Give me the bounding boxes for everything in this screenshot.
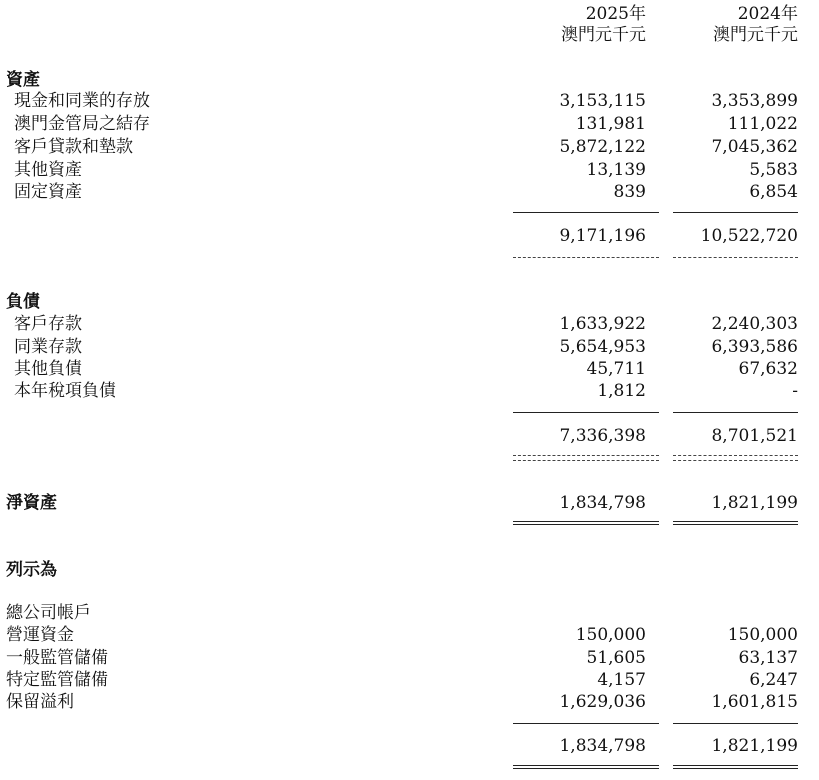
equity-row-value-2025: 1,629,036 [559,692,646,712]
equity-row-label: 一般監管儲備 [6,648,108,668]
liability-row-value-2025: 5,654,953 [559,337,646,357]
double-underline [513,521,659,525]
equity-row-value-2025: 150,000 [575,625,646,645]
equity-row-value-2024: 63,137 [738,648,798,668]
liability-row-label: 同業存款 [14,337,82,357]
liability-row-label: 其他負債 [14,359,82,379]
net-assets-title: 淨資產 [6,493,57,513]
assets-section-title: 資產 [6,70,40,90]
column-header-2024 [713,4,798,46]
asset-row-label: 現金和同業的存放 [14,91,150,111]
equity-total-2024: 1,821,199 [711,736,798,756]
total-dashed-rule [513,257,659,258]
unit-2024-label: 澳門元千元 [713,25,798,45]
asset-row-value-2025: 3,153,115 [559,91,646,111]
subtotal-rule [513,723,659,724]
liabilities-total-2024: 8,701,521 [711,426,798,446]
assets-total-2024: 10,522,720 [700,226,798,246]
asset-row-value-2025: 13,139 [586,160,646,180]
asset-row-value-2025: 5,872,122 [559,137,646,157]
asset-row-label: 澳門金管局之結存 [14,114,150,134]
asset-row-value-2025: 131,981 [575,114,646,134]
equity-row-label: 營運資金 [6,625,74,645]
net-assets-value-2025: 1,834,798 [559,493,646,513]
equity-row-value-2024: 150,000 [727,625,798,645]
subtotal-rule [673,723,798,724]
liability-row-value-2024: 6,393,586 [711,337,798,357]
equity-row-value-2025: 51,605 [586,648,646,668]
total-dashed-rule [673,257,798,258]
column-header-2025 [561,4,646,46]
total-dashed-rule [673,455,798,456]
liability-row-value-2024: 67,632 [738,359,798,379]
liability-row-value-2025: 1,633,922 [559,314,646,334]
asset-row-label: 固定資產 [14,182,82,202]
total-dashed-rule [513,455,659,456]
liabilities-total-2025: 7,336,398 [559,426,646,446]
asset-row-value-2025: 839 [613,182,646,202]
equity-row-label: 保留溢利 [6,692,74,712]
liabilities-section-title: 負債 [6,292,40,312]
subtotal-rule [513,412,659,413]
liability-row-value-2025: 45,711 [586,359,646,379]
equity-row-value-2024: 6,247 [749,670,798,690]
double-underline [513,765,659,769]
subtotal-rule [673,212,798,213]
equity-row-label: 特定監管儲備 [6,670,108,690]
net-assets-value-2024: 1,821,199 [711,493,798,513]
asset-row-value-2024: 6,854 [749,182,798,202]
asset-row-value-2024: 3,353,899 [711,91,798,111]
asset-row-label: 客戶貸款和墊款 [14,137,133,157]
asset-row-label: 其他資產 [14,160,82,180]
liability-row-label: 本年稅項負債 [14,381,116,401]
double-underline [673,765,798,769]
double-underline [673,521,798,525]
year-2025-label: 2025年 [585,4,646,24]
total-dashed-rule [513,460,659,461]
head-office-account-subtitle: 總公司帳戶 [6,603,91,623]
asset-row-value-2024: 5,583 [749,160,798,180]
assets-total-2025: 9,171,196 [559,226,646,246]
asset-row-value-2024: 111,022 [727,114,798,134]
total-dashed-rule [673,460,798,461]
represented-by-title: 列示為 [6,560,57,580]
liability-row-value-2025: 1,812 [597,381,646,401]
liability-row-value-2024: - [792,381,798,401]
equity-row-value-2025: 4,157 [597,670,646,690]
asset-row-value-2024: 7,045,362 [711,137,798,157]
liability-row-value-2024: 2,240,303 [711,314,798,334]
liability-row-label: 客戶存款 [14,314,82,334]
equity-row-value-2024: 1,601,815 [711,692,798,712]
unit-2025-label: 澳門元千元 [561,25,646,45]
equity-total-2025: 1,834,798 [559,736,646,756]
year-2024-label: 2024年 [737,4,798,24]
subtotal-rule [673,412,798,413]
subtotal-rule [513,212,659,213]
